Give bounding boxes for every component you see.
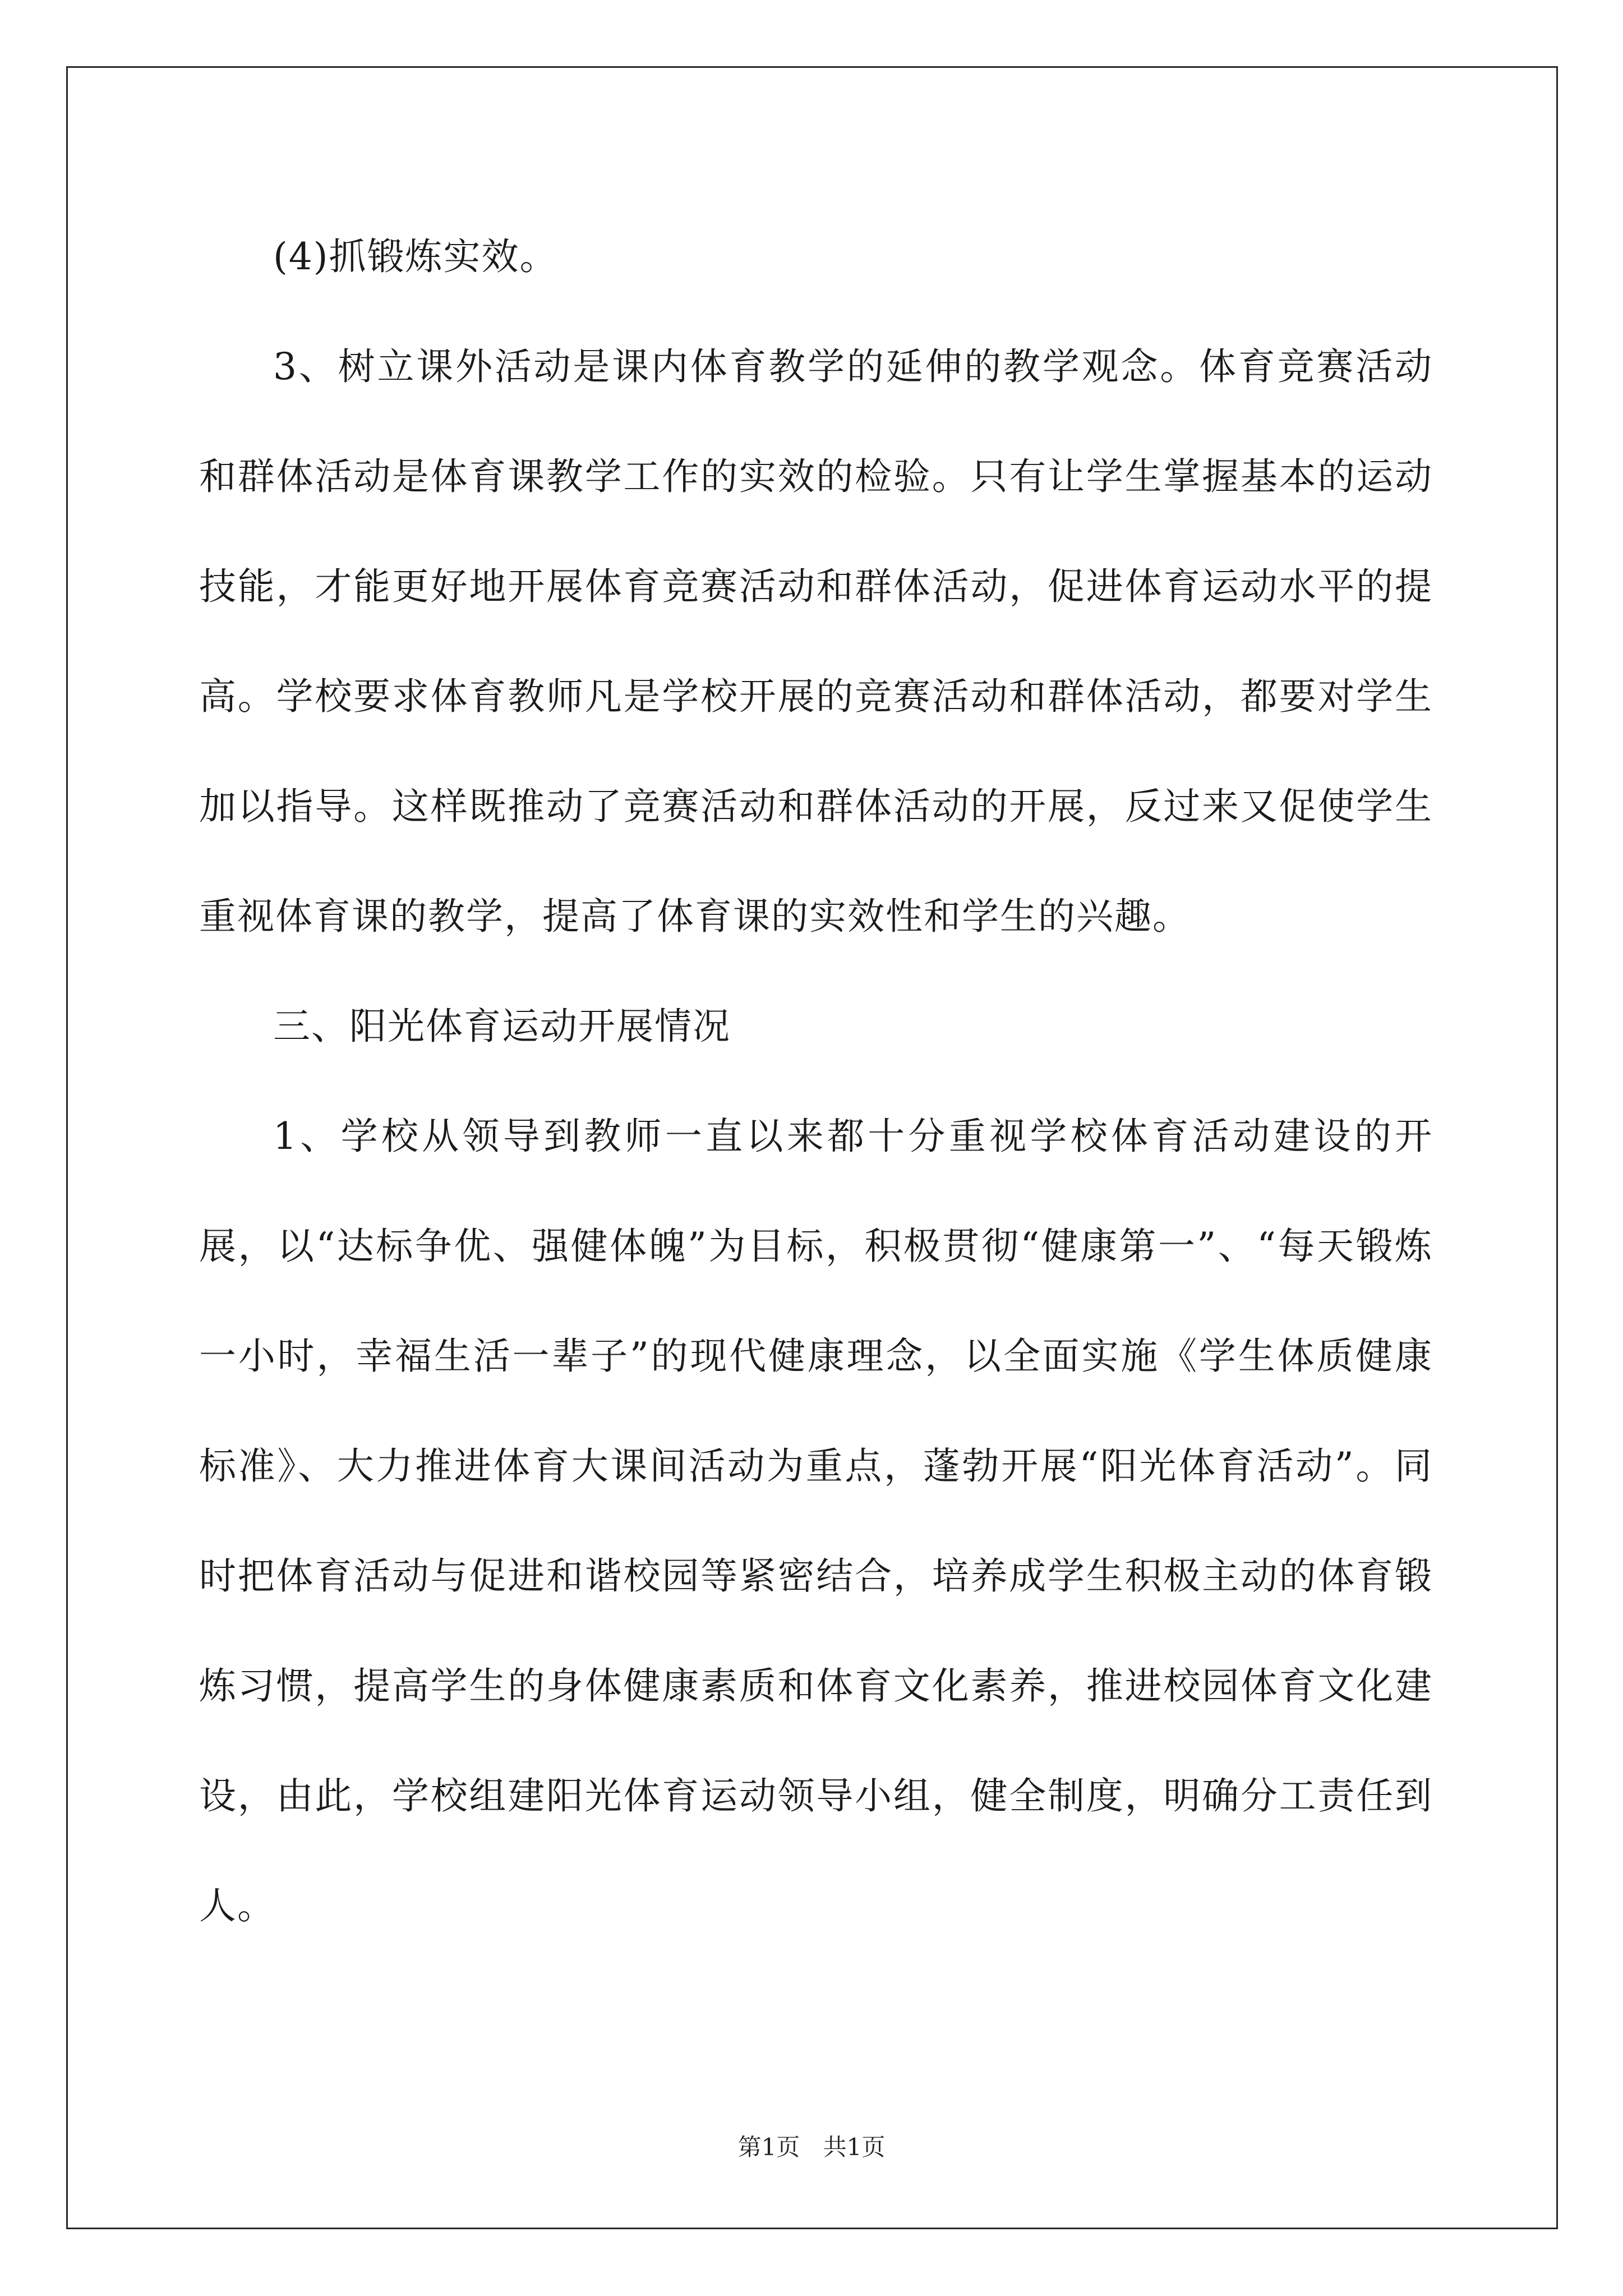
paragraph-school-sports: 1、学校从领导到教师一直以来都十分重视学校体育活动建设的开展，以“达标争优、强健体魄”为目标，积极贯彻“健康第一”、“每天锻炼一小时，幸福生活一辈子”的现代健康理念，以全面实施《学生体质健康标准》、大力推进体育大课间活动为重点，蓬勃开展“阳光体育活动”。同时把体育活动与促进和谐校园等紧密结合，培养成学生积极主动的体育锻炼习惯，提高学生的身体健康素质和体育文化素养，推进校园体育文化建设，由此，学校组建阳光体育运动领导小组，健全制度，明确分工责任到人。 bbox=[199, 1115, 1433, 1927]
page-total: 共1页 bbox=[823, 2133, 886, 2161]
section-heading-sunshine-sports: 三、阳光体育运动开展情况 bbox=[273, 1005, 731, 1048]
paragraph-exercise-effect: (4)抓锻炼实效。 bbox=[273, 235, 558, 278]
document-body bbox=[199, 202, 1433, 1961]
page-footer bbox=[0, 2129, 1623, 2162]
page-number: 第1页 bbox=[737, 2133, 800, 2161]
paragraph-extracurricular: 3、树立课外活动是课内体育教学的延伸的教学观念。体育竞赛活动和群体活动是体育课教学工作的实效的检验。只有让学生掌握基本的运动技能，才能更好地开展体育竞赛活动和群体活动，促进体育运动水平的提高。学校要求体育教师凡是学校开展的竞赛活动和群体活动，都要对学生加以指导。这样既推动了竞赛活动和群体活动的开展，反过来又促使学生重视体育课的教学，提高了体育课的实效性和学生的兴趣。 bbox=[199, 345, 1433, 938]
